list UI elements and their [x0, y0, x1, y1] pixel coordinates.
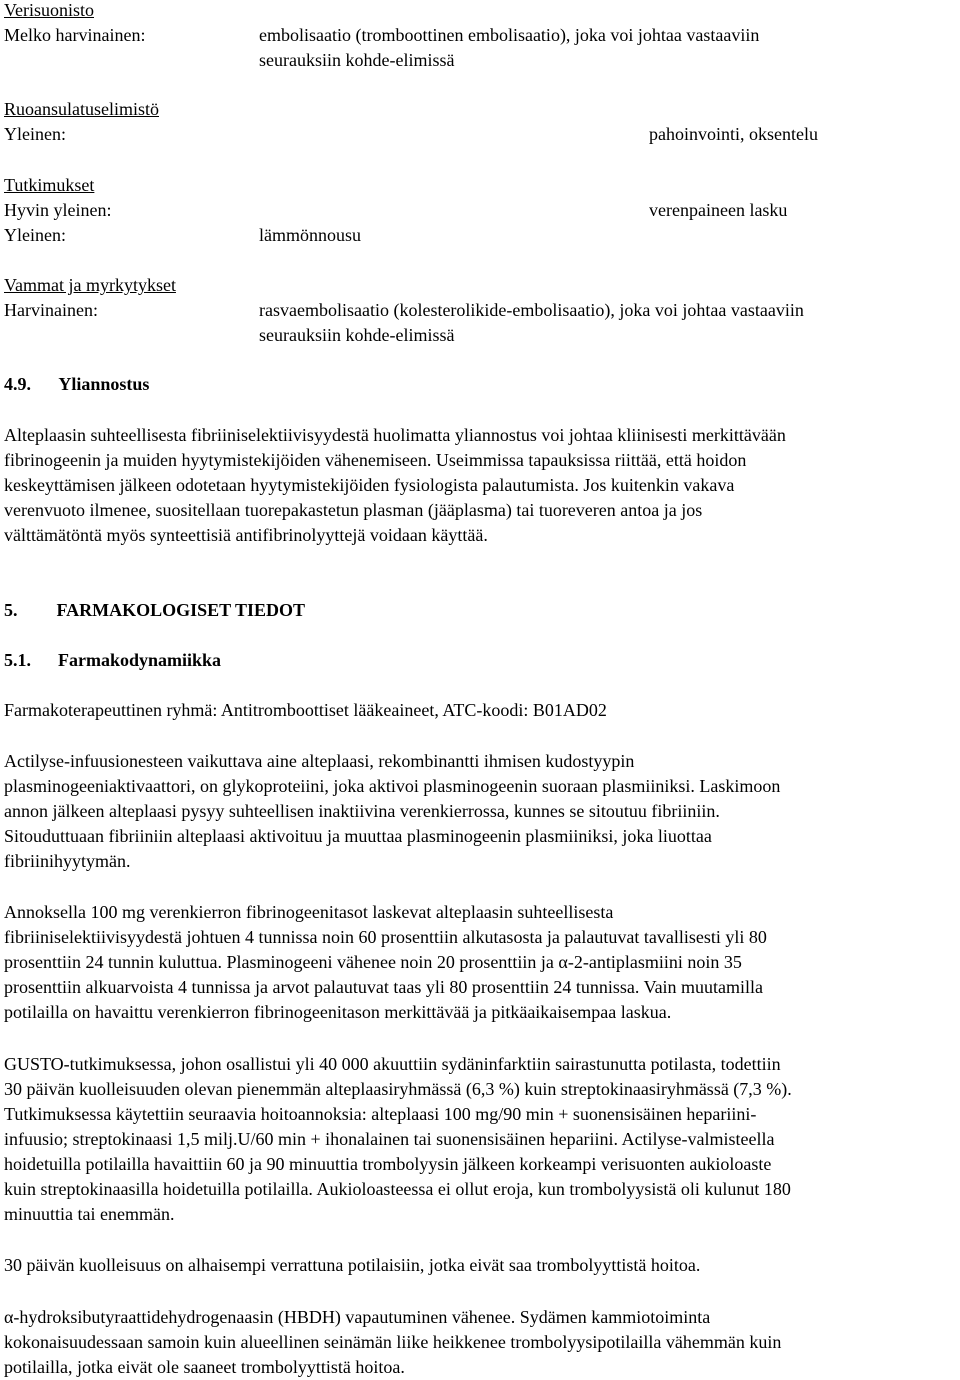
- category-heading-investigations: Tutkimukset: [4, 175, 95, 195]
- text-line: potilailla, jotka eivät ole saaneet trombolyyttistä hoitoa.: [4, 1357, 405, 1377]
- category-heading-injuries: Vammat ja myrkytykset: [4, 275, 176, 295]
- text-line: Annoksella 100 mg verenkierron fibrinogeenitasot laskevat alteplaasin suhteellisesta: [4, 902, 614, 922]
- adverse-effect-text: lämmönnousu: [259, 225, 361, 245]
- text-line: Farmakoterapeuttinen ryhmä: Antitromboottiset lääkeaineet, ATC-koodi: B01AD02: [4, 700, 607, 720]
- frequency-label: Yleinen:: [4, 225, 66, 245]
- text-line: hoidetuilla potilailla havaittiin 60 ja 90 minuuttia trombolyysin jälkeen korkeampi verisuonten aukioloaste: [4, 1154, 772, 1174]
- section-heading-pharmacodynamics: [4, 648, 221, 673]
- paragraph-overdose: [4, 423, 956, 548]
- text-line: Tutkimuksessa käytettiin seuraavia hoitoannoksia: alteplaasi 100 mg/90 min + suonensisäinen hepariini-: [4, 1104, 757, 1124]
- adverse-effect-text: pahoinvointi, oksentelu: [649, 124, 818, 144]
- text-line: kuin streptokinaasilla hoidetuilla potilailla. Aukioloasteessa ei ollut eroja, kun trombolyysistä oli kulunut 180: [4, 1179, 791, 1199]
- text-line: fibrinogeenin ja muiden hyytymistekijöiden vähenemiseen. Useimmissa tapauksissa riittää, että hoidon: [4, 450, 747, 470]
- text-line: kokonaisuudessaan samoin kuin alueellinen seinämän liike heikkenee trombolyysipotilailla vähemmän kuin: [4, 1332, 782, 1352]
- paragraph-actilyse: [4, 749, 956, 874]
- text-line: GUSTO-tutkimuksessa, johon osallistui yli 40 000 akuuttiin sydäninfarktiin sairastunutta potilasta, todettiin: [4, 1054, 781, 1074]
- text-line: potilailla on havaittu verenkierron fibrinogeenitason merkittävää ja pitkäaikaisempaa laskua.: [4, 1002, 672, 1022]
- section-heading-pharmacology: [4, 598, 305, 623]
- section-number: 4.9.: [4, 374, 31, 394]
- paragraph-hbdh: [4, 1305, 956, 1380]
- section-title: FARMAKOLOGISET TIEDOT: [56, 600, 306, 620]
- paragraph-atc: [4, 698, 956, 723]
- section-title: Farmakodynamiikka: [58, 650, 222, 670]
- text-line: prosenttiin alkuarvoista 4 tunnissa ja arvot palautuvat taas yli 80 prosenttiin 24 tunnissa. Vain muutamilla: [4, 977, 764, 997]
- frequency-label: Melko harvinainen:: [4, 25, 146, 45]
- adverse-effect-text: rasvaembolisaatio (kolesterolikide-embolisaatio), joka voi johtaa vastaaviin: [259, 300, 804, 320]
- paragraph-fibrinogen: [4, 900, 956, 1025]
- text-line: Sitouduttuaan fibriiniin alteplaasi aktivoituu ja muuttaa plasminogeenin plasmiiniksi, joka liuottaa: [4, 826, 712, 846]
- text-line: Actilyse-infuusionesteen vaikuttava aine alteplaasi, rekombinantti ihmisen kudostyypin: [4, 751, 635, 771]
- text-line: minuuttia tai enemmän.: [4, 1204, 175, 1224]
- text-line: infuusio; streptokinaasi 1,5 milj.U/60 min + ihonalainen tai suonensisäinen hepariini. Actilyse-valmisteella: [4, 1129, 775, 1149]
- frequency-label: Harvinainen:: [4, 300, 98, 320]
- text-line: α-hydroksibutyraattidehydrogenaasin (HBDH) vapautuminen vähenee. Sydämen kammiotoiminta: [4, 1307, 711, 1327]
- text-line: plasminogeeniaktivaattori, on glykoproteiini, joka aktivoi plasminogeenin suoraan plasmiiniksi. Laskimoon: [4, 776, 781, 796]
- frequency-label: Hyvin yleinen:: [4, 200, 112, 220]
- category-heading-digestive: Ruoansulatuselimistö: [4, 99, 159, 119]
- text-line: välttämätöntä myös synteettisiä antifibrinolyyttejä voidaan käyttää.: [4, 525, 488, 545]
- paragraph-mortality: [4, 1253, 956, 1278]
- section-title: Yliannostus: [58, 374, 150, 394]
- section-heading-overdose: [4, 372, 149, 397]
- section-number: 5.1.: [4, 650, 31, 670]
- text-line: annon jälkeen alteplaasi pysyy suhteellisen inaktiivina verenkierrossa, kunnes se sitoutuu fibriiniin.: [4, 801, 720, 821]
- text-line: Alteplaasin suhteellisesta fibriiniselektiivisyydestä huolimatta yliannostus voi johtaa kliinisesti merkittävään: [4, 425, 786, 445]
- adverse-effect-text-cont: seurauksiin kohde-elimissä: [259, 50, 455, 70]
- text-line: 30 päivän kuolleisuus on alhaisempi verrattuna potilaisiin, jotka eivät saa trombolyyttistä hoitoa.: [4, 1255, 701, 1275]
- section-number: 5.: [4, 600, 18, 620]
- category-heading-vascular: Verisuonisto: [4, 0, 94, 20]
- text-line: 30 päivän kuolleisuuden olevan pienemmän alteplaasiryhmässä (6,3 %) kuin streptokinaasiryhmässä (7,3 %).: [4, 1079, 792, 1099]
- adverse-effect-text-cont: seurauksiin kohde-elimissä: [259, 325, 455, 345]
- paragraph-gusto: [4, 1052, 956, 1227]
- text-line: fibriiniselektiivisyydestä johtuen 4 tunnissa noin 60 prosenttiin alkutasosta ja palautuvat tavallisesti yli 80: [4, 927, 767, 947]
- text-line: fibriinihyytymän.: [4, 851, 131, 871]
- text-line: verenvuoto ilmenee, suositellaan tuorepakastetun plasman (jääplasma) tai tuoreveren antoa ja jos: [4, 500, 703, 520]
- frequency-label: Yleinen:: [4, 124, 66, 144]
- adverse-effect-text: embolisaatio (tromboottinen embolisaatio), joka voi johtaa vastaaviin: [259, 25, 760, 45]
- text-line: prosenttiin 24 tunnin kuluttua. Plasminogeeni vähenee noin 20 prosenttiin ja α-2-antiplasmiini noin 35: [4, 952, 742, 972]
- adverse-effect-text: verenpaineen lasku: [649, 200, 788, 220]
- text-line: keskeyttämisen jälkeen odotetaan hyytymistekijöiden fysiologista palautumista. Jos kuitenkin vakava: [4, 475, 735, 495]
